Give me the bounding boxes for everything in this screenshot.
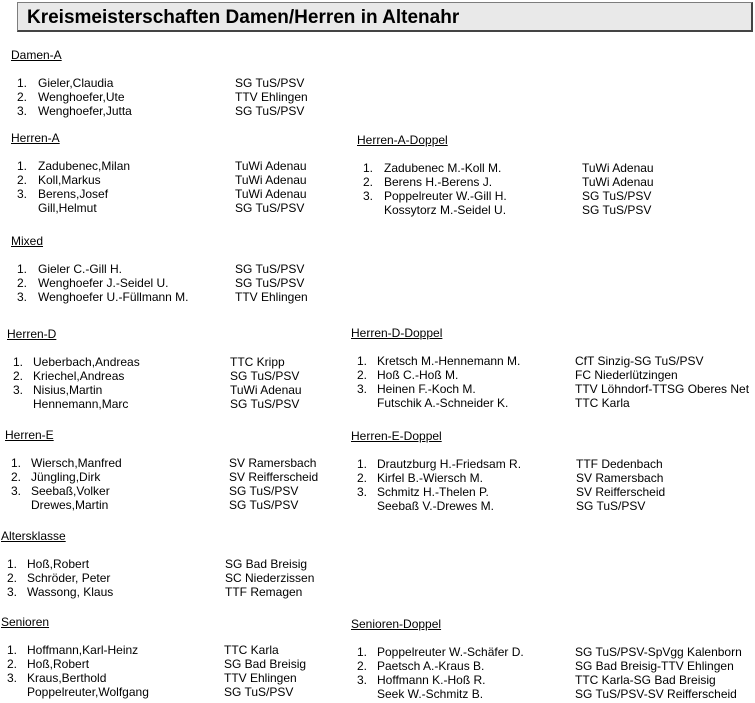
club-name: SG TuS/PSV xyxy=(229,484,299,498)
rank-label: 1. xyxy=(356,457,367,471)
club-name: TTV Löhndorf-TTSG Oberes Net xyxy=(575,382,750,396)
club-name: SG TuS/PSV xyxy=(235,276,305,290)
rank-label: 2. xyxy=(362,175,373,189)
player-name: Hoß,Robert xyxy=(27,557,90,571)
page-title: Kreismeisterschaften Damen/Herren in Altenahr xyxy=(27,7,460,28)
rank-label: 3. xyxy=(16,104,27,118)
player-name: Kretsch M.-Hennemann M. xyxy=(377,354,521,368)
player-name: Wiersch,Manfred xyxy=(31,456,122,470)
player-name: Hoß,Robert xyxy=(27,657,90,671)
player-name: Seebaß V.-Drewes M. xyxy=(377,499,494,513)
player-name: Drautzburg H.-Friedsam R. xyxy=(377,457,522,471)
club-name: CfT Sinzig-SG TuS/PSV xyxy=(575,354,704,368)
player-name: Schmitz H.-Thelen P. xyxy=(377,485,489,499)
club-name: TTF Remagen xyxy=(225,585,303,599)
player-name: Gill,Helmut xyxy=(38,201,97,215)
section-title: Herren-E-Doppel xyxy=(351,429,442,443)
player-name: Zadubenec M.-Koll M. xyxy=(384,161,502,175)
player-name: Hoffmann,Karl-Heinz xyxy=(27,643,139,657)
rank-label: 1. xyxy=(362,161,373,175)
player-name: Koll,Markus xyxy=(38,173,101,187)
rank-label: 3. xyxy=(16,290,27,304)
rank-label: 2. xyxy=(16,90,27,104)
club-name: SG TuS/PSV xyxy=(235,76,305,90)
player-name: Paetsch A.-Kraus B. xyxy=(377,659,485,673)
player-name: Kraus,Berthold xyxy=(27,671,107,685)
club-name: TuWi Adenau xyxy=(235,187,307,201)
club-name: TTC Karla-SG Bad Breisig xyxy=(575,673,716,687)
club-name: TTC Karla xyxy=(224,643,279,657)
club-name: TTV Ehlingen xyxy=(235,90,308,104)
club-name: SV Ramersbach xyxy=(576,471,664,485)
club-name: SG Bad Breisig xyxy=(225,557,308,571)
rank-label: 1. xyxy=(16,76,27,90)
club-name: SG TuS/PSV-SV Reifferscheid xyxy=(575,687,737,701)
section-title: Damen-A xyxy=(11,48,62,62)
rank-label: 1. xyxy=(356,354,367,368)
player-name: Seek W.-Schmitz B. xyxy=(377,687,484,701)
player-name: Nisius,Martin xyxy=(33,383,103,397)
rank-label: 2. xyxy=(12,369,23,383)
rank-label: 1. xyxy=(16,159,27,173)
club-name: TuWi Adenau xyxy=(235,173,307,187)
title-bar xyxy=(17,2,753,32)
player-name: Kriechel,Andreas xyxy=(33,369,125,383)
club-name: SG TuS/PSV xyxy=(230,369,300,383)
club-name: SG TuS/PSV xyxy=(235,262,305,276)
player-name: Kirfel B.-Wiersch M. xyxy=(377,471,484,485)
section-title: Senioren-Doppel xyxy=(351,617,442,631)
player-name: Poppelreuter W.-Schäfer D. xyxy=(377,645,524,659)
club-name: SG TuS/PSV xyxy=(235,104,305,118)
player-name: Ueberbach,Andreas xyxy=(33,355,140,369)
player-name: Poppelreuter,Wolfgang xyxy=(27,685,149,699)
club-name: SV Reifferscheid xyxy=(576,485,666,499)
club-name: SG TuS/PSV xyxy=(230,397,300,411)
rank-label: 2. xyxy=(6,657,17,671)
player-name: Hennemann,Marc xyxy=(33,397,129,411)
rank-label: 2. xyxy=(16,276,27,290)
club-name: TuWi Adenau xyxy=(582,161,654,175)
rank-label: 3. xyxy=(362,189,373,203)
rank-label: 3. xyxy=(16,187,27,201)
club-name: SG TuS/PSV-SpVgg Kalenborn xyxy=(575,645,742,659)
player-name: Wassong, Klaus xyxy=(27,585,114,599)
club-name: SG TuS/PSV xyxy=(224,685,294,699)
club-name: TTC Karla xyxy=(575,396,630,410)
club-name: SG TuS/PSV xyxy=(576,499,646,513)
club-name: TTC Kripp xyxy=(230,355,285,369)
club-name: SG TuS/PSV xyxy=(582,189,652,203)
rank-label: 2. xyxy=(356,659,367,673)
section-title: Herren-A xyxy=(11,131,60,145)
rank-label: 3. xyxy=(356,485,367,499)
player-name: Jüngling,Dirk xyxy=(31,470,101,484)
player-name: Gieler,Claudia xyxy=(38,76,114,90)
rank-label: 2. xyxy=(6,571,17,585)
club-name: SG Bad Breisig-TTV Ehlingen xyxy=(575,659,734,673)
club-name: SG TuS/PSV xyxy=(235,201,305,215)
player-name: Seebaß,Volker xyxy=(31,484,110,498)
club-name: SG TuS/PSV xyxy=(582,203,652,217)
player-name: Kossytorz M.-Seidel U. xyxy=(384,203,507,217)
rank-label: 2. xyxy=(10,470,21,484)
club-name: TTV Ehlingen xyxy=(235,290,308,304)
player-name: Hoffmann K.-Hoß R. xyxy=(377,673,486,687)
rank-label: 3. xyxy=(10,484,21,498)
section-title: Mixed xyxy=(11,234,44,248)
section-title: Herren-D xyxy=(7,327,57,341)
club-name: TuWi Adenau xyxy=(230,383,302,397)
rank-label: 1. xyxy=(6,643,17,657)
section-title: Altersklasse xyxy=(1,529,66,543)
rank-label: 3. xyxy=(12,383,23,397)
club-name: SV Ramersbach xyxy=(229,456,317,470)
section-title: Herren-E xyxy=(5,428,54,442)
rank-label: 3. xyxy=(6,671,17,685)
rank-label: 3. xyxy=(356,382,367,396)
player-name: Berens H.-Berens J. xyxy=(384,175,493,189)
section-title: Herren-A-Doppel xyxy=(357,133,448,147)
rank-label: 1. xyxy=(356,645,367,659)
rank-label: 1. xyxy=(6,557,17,571)
player-name: Poppelreuter W.-Gill H. xyxy=(384,189,507,203)
player-name: Schröder, Peter xyxy=(27,571,111,585)
club-name: SG Bad Breisig xyxy=(224,657,307,671)
player-name: Wenghoefer U.-Füllmann M. xyxy=(38,290,189,304)
rank-label: 1. xyxy=(16,262,27,276)
player-name: Berens,Josef xyxy=(38,187,109,201)
rank-label: 1. xyxy=(10,456,21,470)
club-name: TTV Ehlingen xyxy=(224,671,297,685)
player-name: Futschik A.-Schneider K. xyxy=(377,396,509,410)
section-title: Herren-D-Doppel xyxy=(351,326,443,340)
rank-label: 1. xyxy=(12,355,23,369)
rank-label: 2. xyxy=(356,471,367,485)
player-name: Drewes,Martin xyxy=(31,498,109,512)
rank-label: 3. xyxy=(6,585,17,599)
club-name: TuWi Adenau xyxy=(582,175,654,189)
player-name: Wenghoefer J.-Seidel U. xyxy=(38,276,169,290)
player-name: Wenghoefer,Ute xyxy=(38,90,125,104)
player-name: Heinen F.-Koch M. xyxy=(377,382,476,396)
player-name: Wenghoefer,Jutta xyxy=(38,104,132,118)
rank-label: 3. xyxy=(356,673,367,687)
player-name: Zadubenec,Milan xyxy=(38,159,131,173)
club-name: SV Reifferscheid xyxy=(229,470,319,484)
club-name: TuWi Adenau xyxy=(235,159,307,173)
rank-label: 2. xyxy=(356,368,367,382)
section-title: Senioren xyxy=(1,615,50,629)
rank-label: 2. xyxy=(16,173,27,187)
player-name: Hoß C.-Hoß M. xyxy=(377,368,459,382)
club-name: SC Niederzissen xyxy=(225,571,315,585)
club-name: SG TuS/PSV xyxy=(229,498,299,512)
player-name: Gieler C.-Gill H. xyxy=(38,262,123,276)
club-name: TTF Dedenbach xyxy=(576,457,663,471)
club-name: FC Niederlützingen xyxy=(575,368,678,382)
